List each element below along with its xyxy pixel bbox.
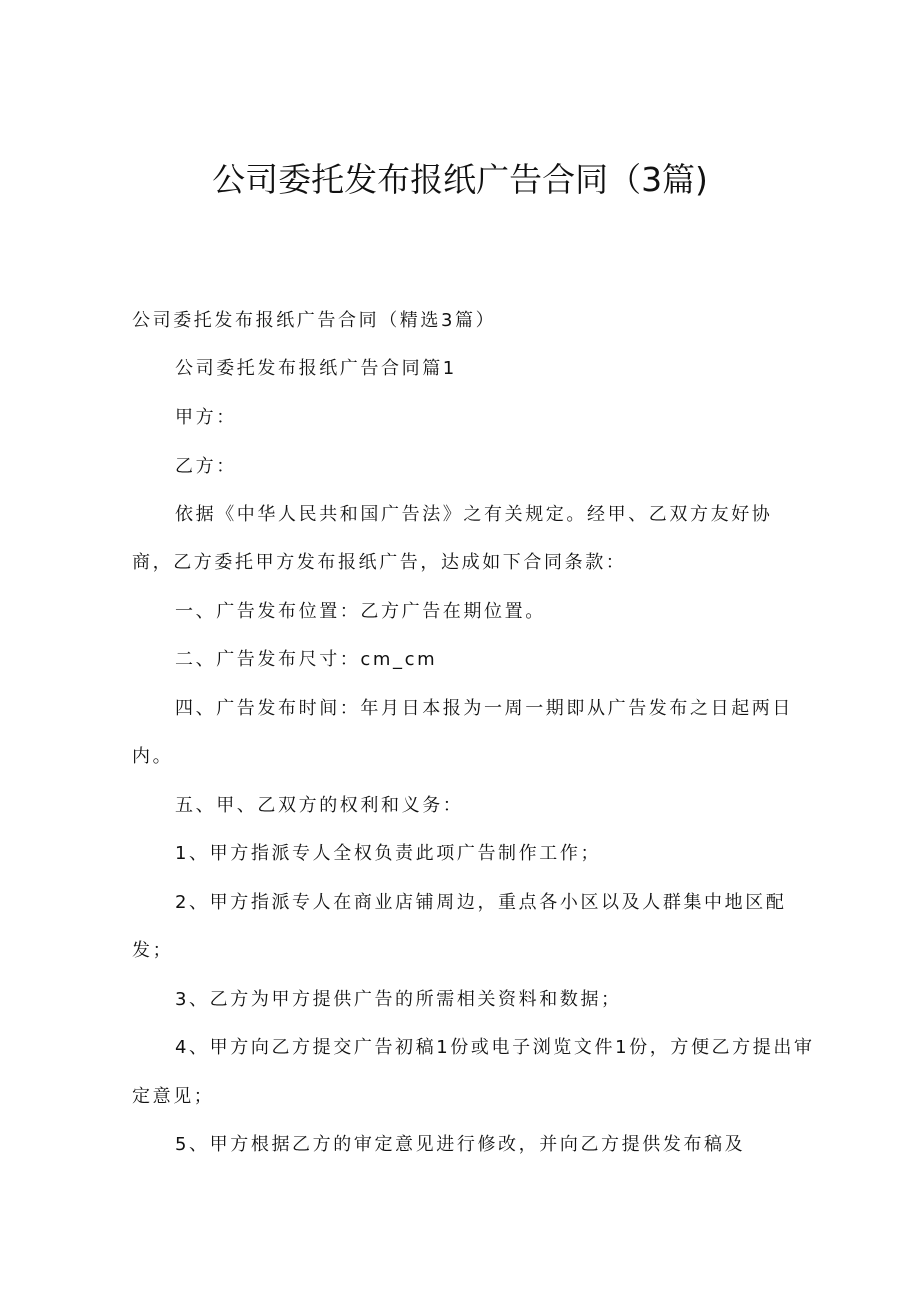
list-item: 定意见； (132, 1086, 215, 1107)
list-item: 3、乙方为甲方提供广告的所需相关资料和数据； (175, 989, 622, 1010)
section-heading: 公司委托发布报纸广告合同篇1 (175, 358, 457, 379)
clause-line: 一、广告发布位置：乙方广告在期位置。 (175, 601, 546, 622)
subtitle-line: 公司委托发布报纸广告合同（精选3篇） (132, 310, 497, 331)
paragraph-line: 依据《中华人民共和国广告法》之有关规定。经甲、乙双方友好协 (175, 504, 773, 525)
paragraph-line: 商，乙方委托甲方发布报纸广告，达成如下合同条款： (132, 552, 627, 573)
list-item: 发； (132, 940, 174, 961)
party-a-line: 甲方： (175, 407, 237, 428)
clause-line: 五、甲、乙双方的权利和义务： (175, 795, 464, 816)
list-item: 2、甲方指派专人在商业店铺周边，重点各小区以及人群集中地区配 (175, 892, 787, 913)
clause-line: 四、广告发布时间：年月日本报为一周一期即从广告发布之日起两日 (175, 698, 793, 719)
list-item: 4、甲方向乙方提交广告初稿1份或电子浏览文件1份，方便乙方提出审 (175, 1037, 815, 1058)
clause-line: 内。 (132, 746, 174, 767)
clause-line: 二、广告发布尺寸：cm_cm (175, 649, 438, 670)
party-b-line: 乙方： (175, 456, 237, 477)
list-item: 5、甲方根据乙方的审定意见进行修改，并向乙方提供发布稿及 (175, 1134, 746, 1155)
document-title: 公司委托发布报纸广告合同（3篇) (212, 160, 708, 199)
list-item: 1、甲方指派专人全权负责此项广告制作工作； (175, 843, 602, 864)
